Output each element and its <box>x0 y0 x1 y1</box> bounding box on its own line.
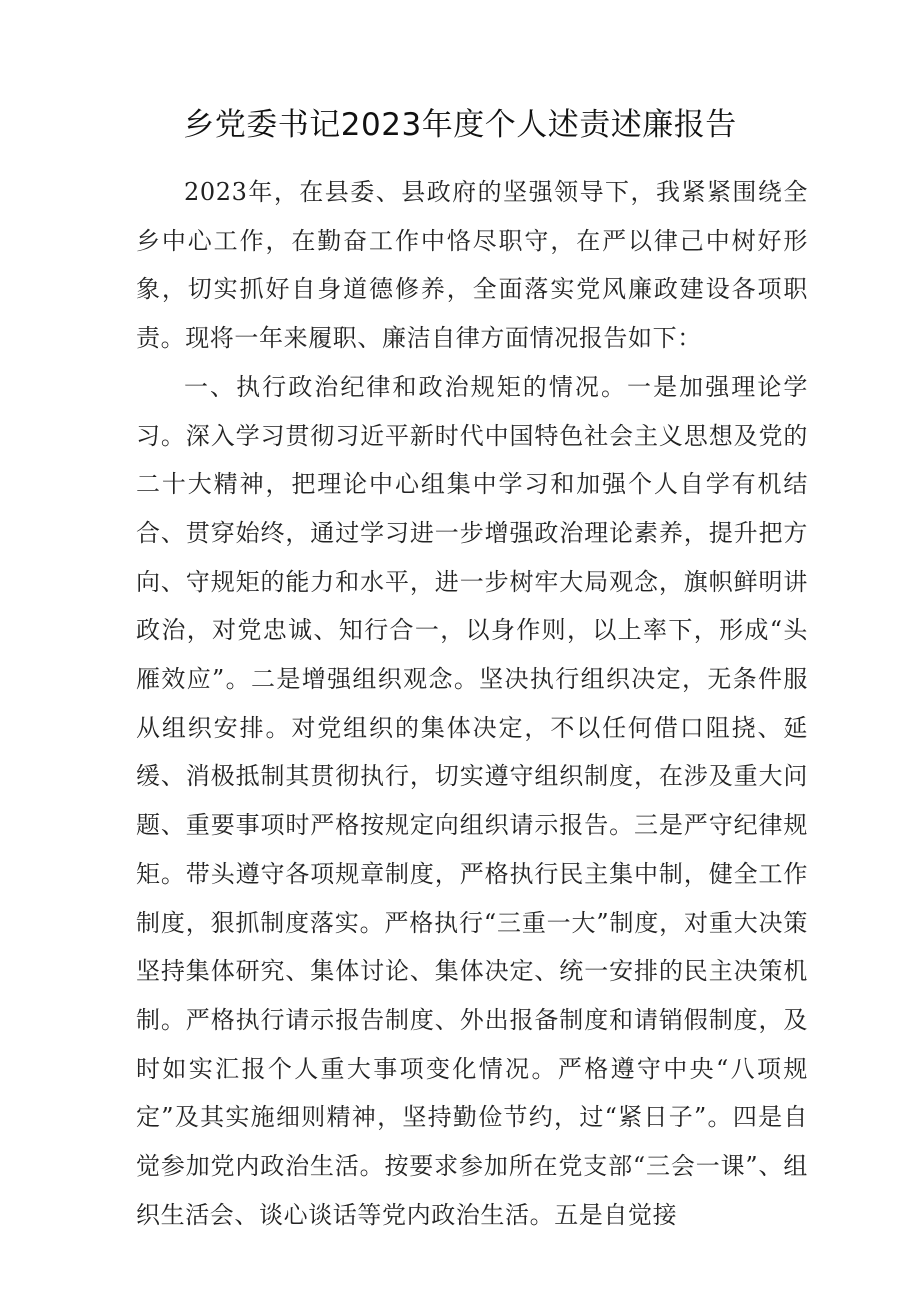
section-one-paragraph: 一、执行政治纪律和政治规矩的情况。一是加强理论学习。深入学习贯彻习近平新时代中国特色社会主义思想及党的二十大精神，把理论中心组集中学习和加强个人自学有机结合、贯穿始终，通过学习进一步增强政治理论素养，提升把方向、守规矩的能力和水平，进一步树牢大局观念，旗帜鲜明讲政治，对党忠诚、知行合一，以身作则，以上率下，形成“头雁效应”。二是增强组织观念。坚决执行组织决定，无条件服从组织安排。对党组织的集体决定，不以任何借口阻挠、延缓、消极抵制其贯彻执行，切实遵守组织制度，在涉及重大问题、重要事项时严格按规定向组织请示报告。三是严守纪律规矩。带头遵守各项规章制度，严格执行民主集中制，健全工作制度，狠抓制度落实。严格执行“三重一大”制度，对重大决策坚持集体研究、集体讨论、集体决定、统一安排的民主决策机制。严格执行请示报告制度、外出报备制度和请销假制度，及时如实汇报个人重大事项变化情况。严格遵守中央“八项规定”及其实施细则精神，坚持勤俭节约，过“紧日子”。四是自觉参加党内政治生活。按要求参加所在党支部“三会一课”、组织生活会、谈心谈话等党内政治生活。五是自觉接 <box>136 372 808 1229</box>
intro-paragraph: 2023年，在县委、县政府的坚强领导下，我紧紧围绕全乡中心工作，在勤奋工作中恪尽职守，在严以律己中树好形象，切实抓好自身道德修养，全面落实党风廉政建设各项职责。现将一年来履职、廉洁自律方面情况报告如下： <box>136 178 808 353</box>
document-title: 乡党委书记2023年度个人述责述廉报告 <box>183 107 737 143</box>
document-body <box>136 168 808 1239</box>
